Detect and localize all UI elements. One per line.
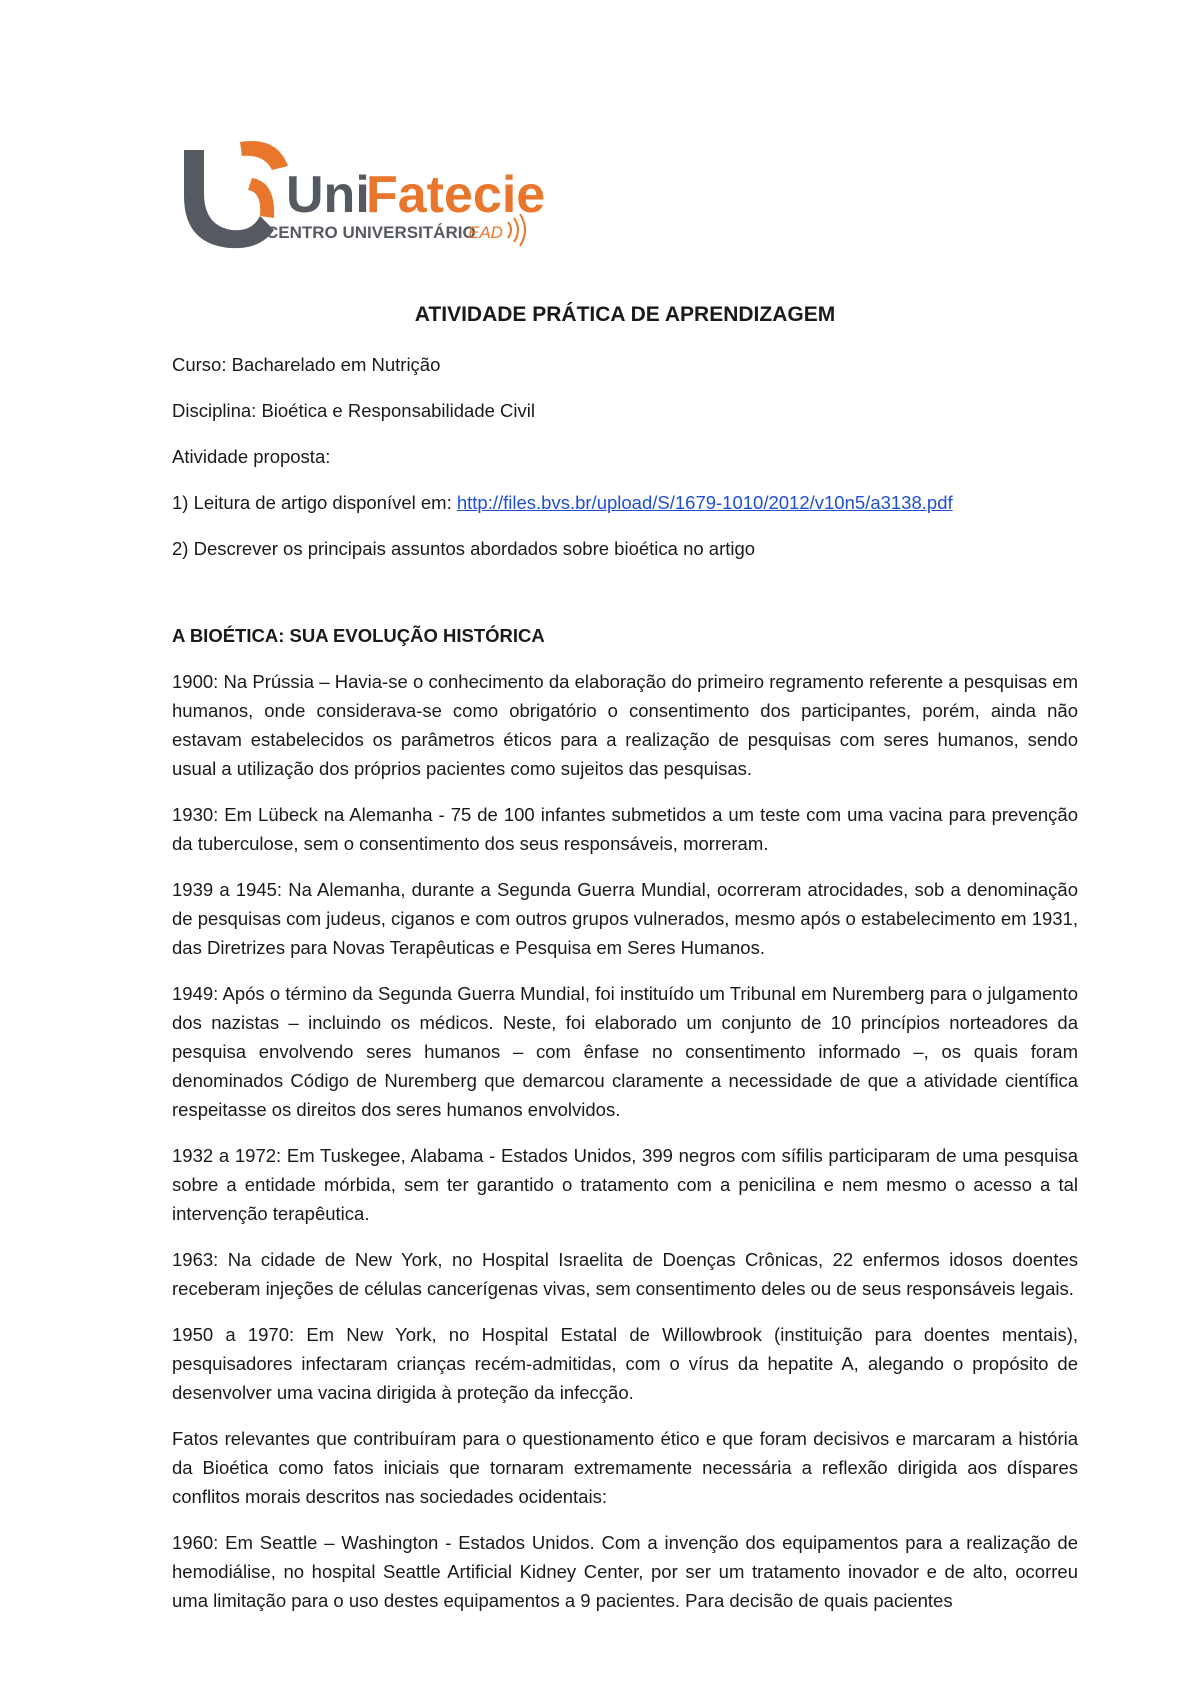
- paragraph-1930: 1930: Em Lübeck na Alemanha - 75 de 100 infantes submetidos a um teste com uma vacina para prevenção da tuberculose, sem o consentimento dos seus responsáveis, morreram.: [172, 804, 1078, 854]
- paragraph-1939: 1939 a 1945: Na Alemanha, durante a Segunda Guerra Mundial, ocorreram atrocidades, sob a denominação de pesquisas com judeus, ciganos e com outros grupos vulnerados, mesmo após o estabelecimento em 1931, das Diretrizes para Novas Terapêuticas e Pesquisa em Seres Humanos.: [172, 879, 1078, 958]
- paragraph-1960: 1960: Em Seattle – Washington - Estados Unidos. Com a invenção dos equipamentos para a realização de hemodiálise, no hospital Seattle Artificial Kidney Center, por ser um tratamento inovador e de alto, ocorreu uma limitação para o uso destes equipamentos a 9 pacientes. Para decisão de quais pacientes: [172, 1532, 1078, 1611]
- logo-subtitle: CENTRO UNIVERSITÁRIO: [266, 223, 476, 242]
- logo-wave-icon: [508, 222, 511, 238]
- document-body: [172, 300, 1078, 1632]
- logo-graphic: [182, 138, 602, 258]
- paragraph-1950: 1950 a 1970: Em New York, no Hospital Estatal de Willowbrook (instituição para doentes mentais), pesquisadores infectaram crianças recém-admitidas, com o vírus da hepatite A, alegando o propósito de desenvolver uma vacina dirigida à proteção da infecção.: [172, 1324, 1078, 1403]
- activity-heading: Atividade proposta:: [172, 446, 331, 467]
- task-item-1: [172, 488, 1078, 517]
- logo-orange-stroke-icon: [248, 178, 274, 218]
- course-line: Curso: Bacharelado em Nutrição: [172, 354, 441, 375]
- paragraph-relevant-facts: Fatos relevantes que contribuíram para o questionamento ético e que foram decisivos e marcaram a história da Bioética como fatos iniciais que tornaram extremamente necessária a reflexão dirigida aos díspares conflitos morais descritos nas sociedades ocidentais:: [172, 1428, 1078, 1507]
- paragraph-1932: 1932 a 1972: Em Tuskegee, Alabama - Estados Unidos, 399 negros com sífilis participaram de uma pesquisa sobre a entidade mórbida, sem ter garantido o tratamento com a penicilina e nem mesmo o acesso a tal intervenção terapêutica.: [172, 1145, 1078, 1224]
- discipline-line: Disciplina: Bioética e Responsabilidade Civil: [172, 400, 535, 421]
- task-item-2: 2) Descrever os principais assuntos abordados sobre bioética no artigo: [172, 538, 756, 559]
- article-link[interactable]: http://files.bvs.br/upload/S/1679-1010/2012/v10n5/a3138.pdf: [456, 492, 953, 513]
- logo-brand-fatecie: Fatecie: [366, 166, 546, 224]
- task-item-1-text: 1) Leitura de artigo disponível em:: [172, 492, 457, 513]
- logo-brand-uni: Uni: [286, 166, 370, 224]
- section-title: A BIOÉTICA: SUA EVOLUÇÃO HISTÓRICA: [172, 625, 545, 646]
- paragraph-1949: 1949: Após o término da Segunda Guerra Mundial, foi instituído um Tribunal em Nuremberg para o julgamento dos nazistas – incluindo os médicos. Neste, foi elaborado um conjunto de 10 princípios norteadores da pesquisa envolvendo seres humanos – com ênfase no consentimento informado –, os quais foram denominados Código de Nuremberg que demarcou claramente a necessidade de que a atividade científica respeitasse os direitos dos seres humanos envolvidos.: [172, 983, 1078, 1120]
- paragraph-1963: 1963: Na cidade de New York, no Hospital Israelita de Doenças Crônicas, 22 enfermos idosos doentes receberam injeções de células cancerígenas vivas, sem consentimento deles ou de seus responsáveis legais.: [172, 1249, 1078, 1299]
- unifatecie-logo: [182, 138, 602, 258]
- page-title: ATIVIDADE PRÁTICA DE APRENDIZAGEM: [414, 303, 836, 326]
- logo-orange-arc-icon: [240, 141, 288, 170]
- paragraph-1900: 1900: Na Prússia – Havia-se o conhecimento da elaboração do primeiro regramento referente a pesquisas em humanos, onde considerava-se como obrigatório o consentimento dos participantes, porém, ainda não estavam estabelecidos os parâmetros éticos para a realização de pesquisas com seres humanos, sendo usual a utilização dos próprios pacientes como sujeitos das pesquisas.: [172, 671, 1078, 779]
- logo-ead: EAD: [468, 223, 503, 242]
